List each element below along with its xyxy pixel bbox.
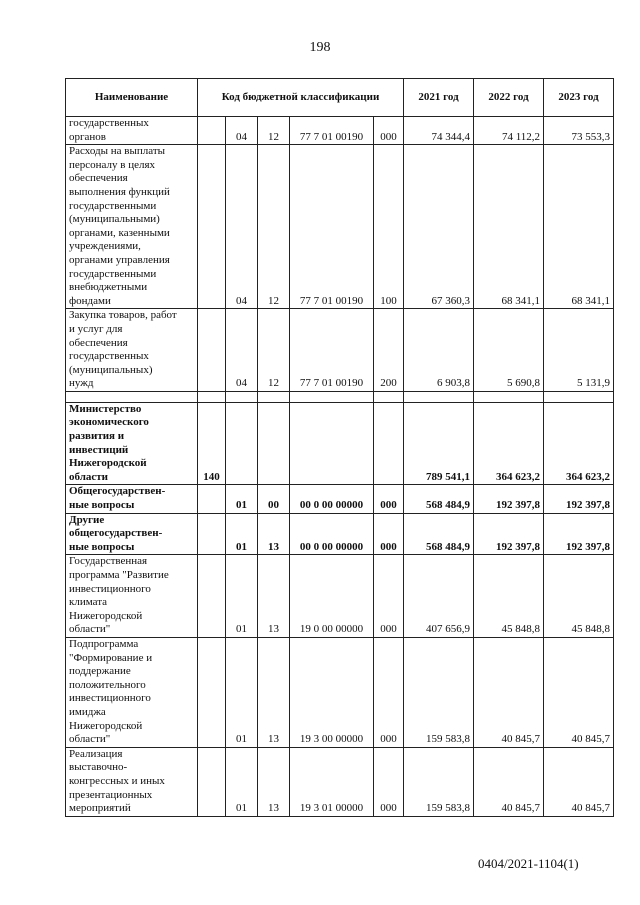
cell-expense-type — [374, 402, 404, 485]
cell-section: 01 — [226, 555, 258, 638]
cell-2023: 5 131,9 — [544, 309, 614, 392]
cell-2022: 68 341,1 — [474, 145, 544, 309]
cell-2021: 6 903,8 — [404, 309, 474, 392]
cell-2022: 40 845,7 — [474, 747, 544, 816]
cell-name: Другие общегосударствен- ные вопросы — [66, 513, 198, 555]
cell-ministry-code — [198, 309, 226, 392]
cell-subsection: 00 — [258, 485, 290, 513]
cell-2021: 67 360,3 — [404, 145, 474, 309]
cell-expense-type: 000 — [374, 747, 404, 816]
cell-ministry-code — [198, 637, 226, 747]
cell-section: 01 — [226, 485, 258, 513]
cell-name: Общегосударствен- ные вопросы — [66, 485, 198, 513]
document-code: 0404/2021-1104(1) — [478, 856, 579, 871]
table-header-row — [66, 79, 614, 117]
cell-name: Подпрограмма "Формирование и поддержание положительного инвестиционного имиджа Нижегородской области" — [66, 637, 198, 747]
spacer-cell — [258, 391, 290, 402]
cell-target-article: 77 7 01 00190 — [290, 145, 374, 309]
cell-target-article — [290, 402, 374, 485]
cell-name: Расходы на выплаты персоналу в целях обеспечения выполнения функций государственными (муниципальными) органами, казенными учреждениями, органами управления государственными внебюджетными фондами — [66, 145, 198, 309]
spacer-cell — [474, 391, 544, 402]
cell-target-article: 19 0 00 00000 — [290, 555, 374, 638]
cell-2022: 5 690,8 — [474, 309, 544, 392]
cell-subsection: 13 — [258, 555, 290, 638]
spacer-cell — [544, 391, 614, 402]
cell-name: Министерство экономического развития и инвестиций Нижегородской области — [66, 402, 198, 485]
cell-target-article: 77 7 01 00190 — [290, 117, 374, 145]
cell-section — [226, 402, 258, 485]
table-row — [66, 485, 614, 513]
cell-subsection — [258, 402, 290, 485]
cell-ministry-code — [198, 513, 226, 555]
cell-expense-type: 000 — [374, 485, 404, 513]
cell-ministry-code — [198, 117, 226, 145]
cell-subsection: 13 — [258, 747, 290, 816]
cell-name: государственных органов — [66, 117, 198, 145]
cell-target-article: 77 7 01 00190 — [290, 309, 374, 392]
cell-2021: 407 656,9 — [404, 555, 474, 638]
cell-subsection: 12 — [258, 145, 290, 309]
cell-2023: 68 341,1 — [544, 145, 614, 309]
cell-expense-type: 000 — [374, 555, 404, 638]
cell-ministry-code — [198, 485, 226, 513]
table-row — [66, 637, 614, 747]
spacer-cell — [374, 391, 404, 402]
cell-2023: 45 848,8 — [544, 555, 614, 638]
cell-2022: 192 397,8 — [474, 485, 544, 513]
table-row — [66, 555, 614, 638]
cell-ministry-code — [198, 555, 226, 638]
cell-2023: 40 845,7 — [544, 747, 614, 816]
cell-2022: 40 845,7 — [474, 637, 544, 747]
table-row — [66, 747, 614, 816]
cell-section: 01 — [226, 747, 258, 816]
cell-2022: 45 848,8 — [474, 555, 544, 638]
cell-2023: 192 397,8 — [544, 485, 614, 513]
cell-name: Государственная программа "Развитие инвестиционного климата Нижегородской области" — [66, 555, 198, 638]
spacer-row — [66, 391, 614, 402]
cell-2022: 192 397,8 — [474, 513, 544, 555]
table-body — [66, 117, 614, 817]
cell-2022: 74 112,2 — [474, 117, 544, 145]
cell-2023: 40 845,7 — [544, 637, 614, 747]
cell-2021: 568 484,9 — [404, 513, 474, 555]
table-row — [66, 117, 614, 145]
cell-expense-type: 000 — [374, 513, 404, 555]
spacer-cell — [226, 391, 258, 402]
spacer-cell — [198, 391, 226, 402]
cell-subsection: 13 — [258, 637, 290, 747]
cell-name: Реализация выставочно- конгрессных и иных презентационных мероприятий — [66, 747, 198, 816]
cell-subsection: 13 — [258, 513, 290, 555]
cell-section: 04 — [226, 309, 258, 392]
cell-2023: 364 623,2 — [544, 402, 614, 485]
cell-ministry-code: 140 — [198, 402, 226, 485]
table-row — [66, 309, 614, 392]
cell-2021: 568 484,9 — [404, 485, 474, 513]
cell-target-article: 00 0 00 00000 — [290, 485, 374, 513]
table-row — [66, 145, 614, 309]
cell-target-article: 00 0 00 00000 — [290, 513, 374, 555]
cell-section: 04 — [226, 117, 258, 145]
cell-expense-type: 000 — [374, 637, 404, 747]
header-2023: 2023 год — [544, 79, 614, 117]
cell-section: 01 — [226, 513, 258, 555]
cell-ministry-code — [198, 145, 226, 309]
spacer-cell — [66, 391, 198, 402]
cell-expense-type: 000 — [374, 117, 404, 145]
cell-ministry-code — [198, 747, 226, 816]
cell-2021: 789 541,1 — [404, 402, 474, 485]
cell-expense-type: 200 — [374, 309, 404, 392]
cell-expense-type: 100 — [374, 145, 404, 309]
cell-2023: 73 553,3 — [544, 117, 614, 145]
cell-section: 01 — [226, 637, 258, 747]
cell-2021: 159 583,8 — [404, 637, 474, 747]
cell-name: Закупка товаров, работ и услуг для обеспечения государственных (муниципальных) нужд — [66, 309, 198, 392]
cell-target-article: 19 3 01 00000 — [290, 747, 374, 816]
header-name: Наименование — [66, 79, 198, 117]
cell-2021: 159 583,8 — [404, 747, 474, 816]
header-2021: 2021 год — [404, 79, 474, 117]
page-number: 198 — [309, 40, 331, 55]
cell-2022: 364 623,2 — [474, 402, 544, 485]
cell-subsection: 12 — [258, 309, 290, 392]
cell-subsection: 12 — [258, 117, 290, 145]
cell-section: 04 — [226, 145, 258, 309]
spacer-cell — [404, 391, 474, 402]
header-2022: 2022 год — [474, 79, 544, 117]
cell-2021: 74 344,4 — [404, 117, 474, 145]
cell-2023: 192 397,8 — [544, 513, 614, 555]
table-row — [66, 402, 614, 485]
spacer-cell — [290, 391, 374, 402]
cell-target-article: 19 3 00 00000 — [290, 637, 374, 747]
header-code: Код бюджетной классификации — [198, 79, 404, 117]
table-row — [66, 513, 614, 555]
budget-table — [65, 78, 614, 817]
